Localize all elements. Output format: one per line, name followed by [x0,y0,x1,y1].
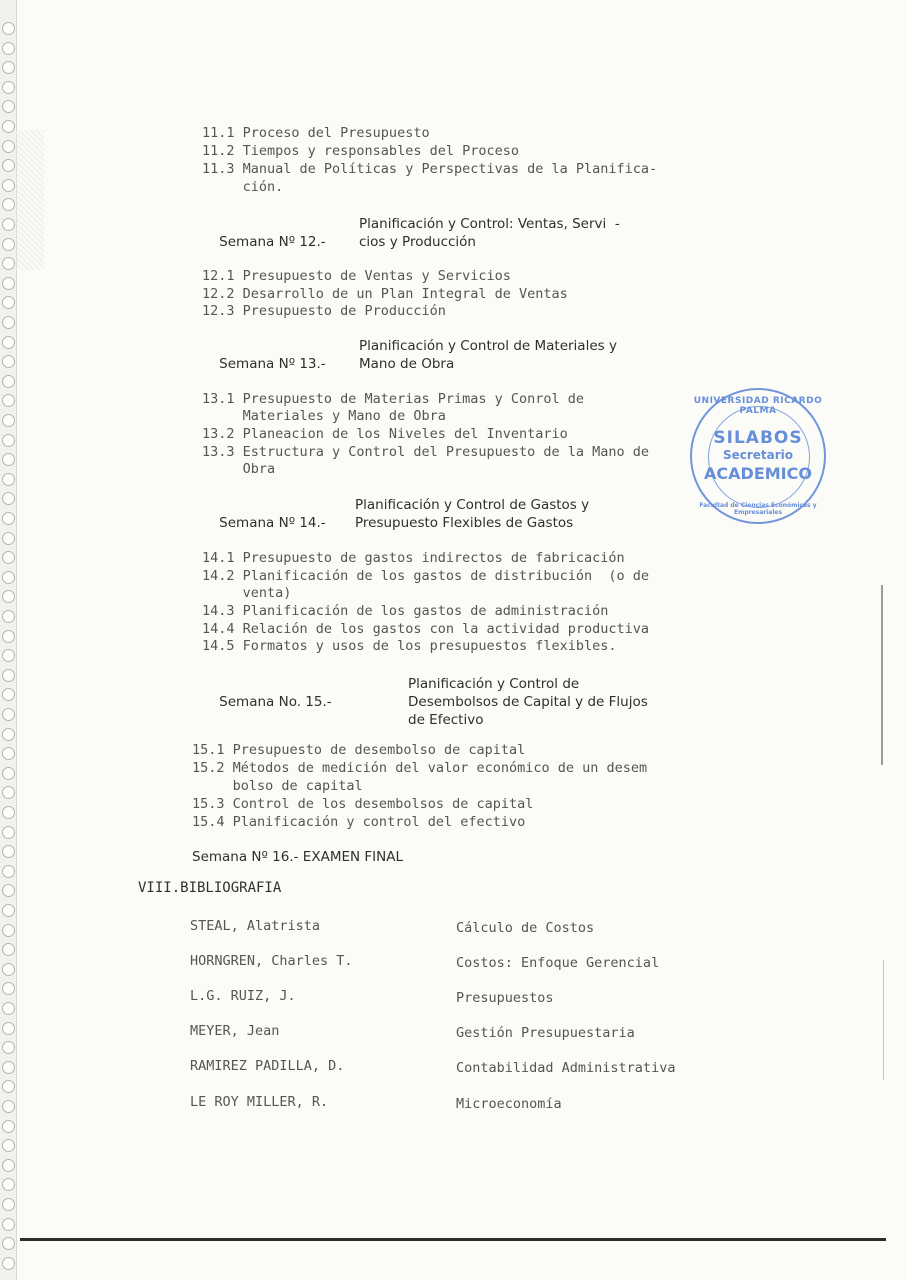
week-title: Mano de Obra [359,356,455,372]
list-item: 14.1 Presupuesto de gastos indirectos de fabricación [202,550,625,566]
list-item: Materiales y Mano de Obra [202,408,446,424]
list-item: Obra [202,461,276,477]
margin-line [881,585,883,765]
bib-title: Gestión Presupuestaria [456,1025,635,1041]
list-item: 14.3 Planificación de los gastos de administración [202,603,609,619]
list-item: 15.1 Presupuesto de desembolso de capital [192,742,526,758]
week-heading [202,675,332,729]
stamp-center-line: SILABOS [713,428,803,448]
week-label: Semana Nº 13.- [219,356,326,372]
week-label: Semana No. 15.- [219,694,332,710]
list-item: 11.2 Tiempos y responsables del Proceso [202,143,519,159]
week-heading [202,215,326,269]
list-item: bolso de capital [192,778,363,794]
week-heading: Semana Nº 16.- EXAMEN FINAL [192,849,403,865]
bottom-rule [20,1238,886,1241]
week-title: Planificación y Control de [408,676,580,692]
list-item: 14.5 Formatos y usos de los presupuestos flexibles. [202,638,617,654]
week-heading [202,496,326,550]
week-title: Planificación y Control de Gastos y [355,497,590,513]
week-heading [202,337,326,391]
stamp-bottom-text: Facultad de Ciencias Económicas y Empresariales [699,502,817,516]
bib-title: Cálculo de Costos [456,920,595,936]
list-item: 11.1 Proceso del Presupuesto [202,125,430,141]
list-item: ción. [202,179,284,195]
bib-author: MEYER, Jean [190,1023,280,1039]
list-item: 13.2 Planeacion de los Niveles del Inventario [202,426,568,442]
academic-secretary-stamp [690,388,826,524]
bib-title: Presupuestos [456,990,554,1006]
bib-author: HORNGREN, Charles T. [190,953,353,969]
week-label: Semana Nº 12.- [219,234,326,250]
section-heading: VIII.BIBLIOGRAFIA [138,880,282,896]
week-title: Planificación y Control: Ventas, Servi - [359,216,620,232]
list-item: 12.3 Presupuesto de Producción [202,303,446,319]
bib-author: STEAL, Alatrista [190,918,321,934]
list-item: 15.4 Planificación y control del efectivo [192,814,526,830]
stamp-center-line: ACADEMICO [704,464,812,483]
week-label: Semana Nº 14.- [219,515,326,531]
list-item: 14.2 Planificación de los gastos de distribución (o de [202,568,650,584]
bib-title: Contabilidad Administrativa [456,1060,676,1076]
week-title: Presupuesto Flexibles de Gastos [355,515,574,531]
bib-title: Costos: Enfoque Gerencial [456,955,660,971]
week-title: cios y Producción [359,234,476,250]
bib-author: L.G. RUIZ, J. [190,988,296,1004]
list-item: 12.1 Presupuesto de Ventas y Servicios [202,268,511,284]
bib-author: LE ROY MILLER, R. [190,1094,329,1110]
week-title: Planificación y Control de Materiales y [359,338,617,354]
week-title: de Efectivo [408,712,484,728]
list-item: 13.1 Presupuesto de Materias Primas y Conrol de [202,391,585,407]
stamp-center-line: Secretario [722,448,794,462]
list-item: 15.3 Control de los desembolsos de capital [192,796,534,812]
margin-line [883,960,884,1080]
list-item: 13.3 Estructura y Control del Presupuesto de la Mano de [202,444,650,460]
bib-title: Microeconomía [456,1096,562,1112]
stamp-top-text: UNIVERSIDAD RICARDO PALMA [693,396,823,416]
bib-author: RAMIREZ PADILLA, D. [190,1058,345,1074]
list-item: venta) [202,585,292,601]
week-title: Desembolsos de Capital y de Flujos [408,694,648,710]
list-item: 11.3 Manual de Políticas y Perspectivas de la Planifica- [202,161,658,177]
list-item: 14.4 Relación de los gastos con la actividad productiva [202,621,650,637]
list-item: 12.2 Desarrollo de un Plan Integral de Ventas [202,286,568,302]
list-item: 15.2 Métodos de medición del valor económico de un desem [192,760,648,776]
